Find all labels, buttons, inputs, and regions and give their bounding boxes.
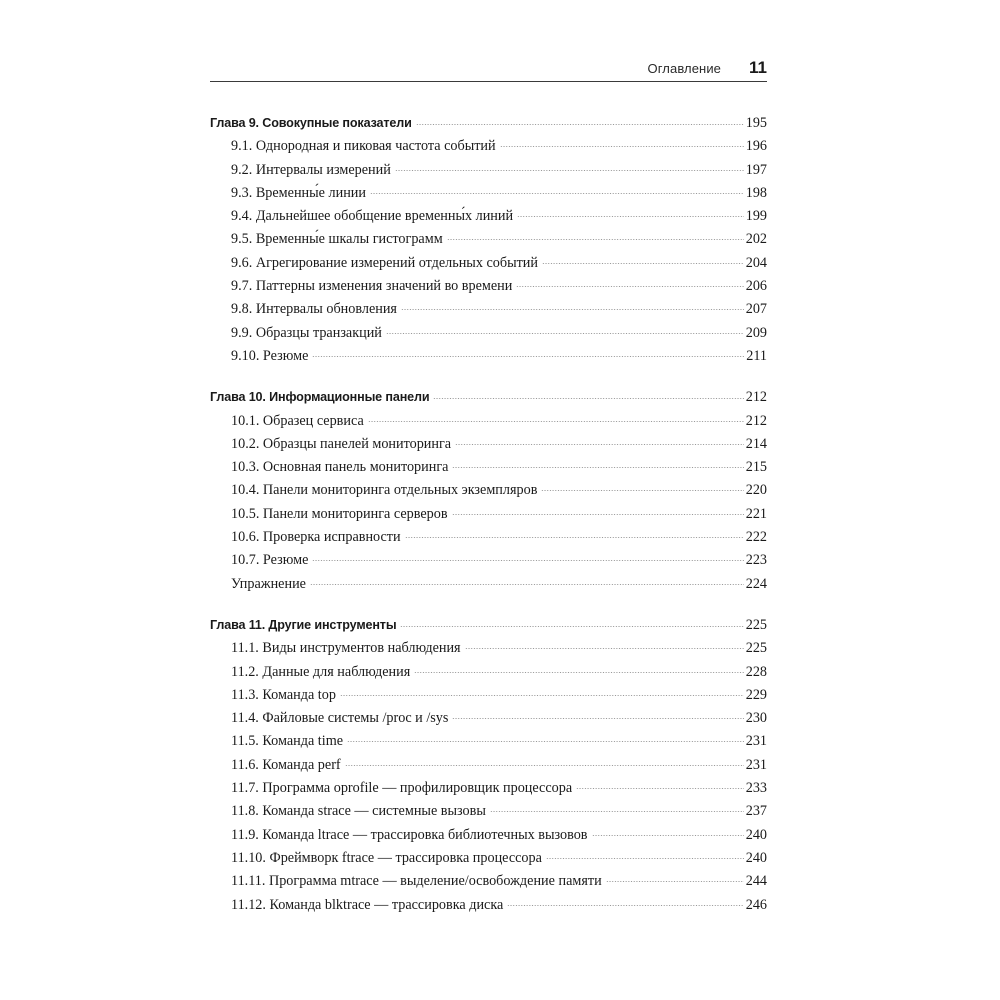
dot-leader [310,584,744,585]
toc-entry-title: 10.4. Панели мониторинга отдельных экземпляров [231,482,538,499]
toc-entry-page: 231 [745,756,767,773]
toc-entry [210,549,767,572]
dot-leader [576,788,744,789]
dot-leader [401,309,744,310]
dot-leader [405,537,744,538]
toc-entry-page: 207 [745,301,767,318]
toc-entry-page: 224 [745,575,767,592]
toc-entry-title: 10.6. Проверка исправности [231,529,401,546]
toc-entry-page: 225 [745,640,767,657]
dot-leader [452,467,743,468]
toc-entry-title: 11.4. Файловые системы /proc и /sys [231,710,449,727]
toc-entry [210,707,767,730]
toc-chapter [210,386,767,596]
toc-entry-page: 204 [745,254,767,271]
toc-entry [210,205,767,228]
dot-leader [347,741,744,742]
toc-entry [210,298,767,321]
chapter-heading-page: 212 [745,389,767,406]
toc-entry-title: 11.7. Программа oprofile — профилировщик процессора [231,780,573,797]
dot-leader [400,626,743,627]
dot-leader [541,490,743,491]
dot-leader [414,672,743,673]
toc-entry-page: 231 [745,733,767,750]
toc-entry-title: Упражнение [231,575,306,592]
toc-entry-title: 11.6. Команда perf [231,756,341,773]
toc-entry-title: 10.5. Панели мониторинга серверов [231,505,448,522]
toc-entry-title: 10.2. Образцы панелей мониторинга [231,435,452,452]
page-number: 11 [749,58,767,77]
toc-entry-title: 9.1. Однородная и пиковая частота событий [231,138,496,155]
toc-entry-page: 233 [745,780,767,797]
dot-leader [368,421,744,422]
dot-leader [546,858,744,859]
toc-entry-title: 11.5. Команда time [231,733,344,750]
toc-entry-page: 215 [745,459,767,476]
toc-entry-page: 209 [745,324,767,341]
table-of-contents [210,112,767,935]
toc-entry [210,433,767,456]
toc-entry [210,754,767,777]
dot-leader [500,146,744,147]
toc-entry-page: 244 [745,873,767,890]
toc-entry-page: 197 [745,161,767,178]
toc-entry [210,479,767,502]
dot-leader [345,765,744,766]
toc-entry-title: 11.12. Команда blktrace — трассировка диска [231,896,504,913]
dot-leader [542,263,744,264]
book-page [210,0,767,1000]
toc-entry-title: 10.1. Образец сервиса [231,412,364,429]
dot-leader [452,718,743,719]
toc-entry [210,182,767,205]
toc-entry-title: 11.9. Команда ltrace — трассировка библиотечных вызовов [231,826,588,843]
chapter-heading-title: Глава 11. Другие инструменты [210,617,397,632]
toc-entry-title: 10.3. Основная панель мониторинга [231,459,449,476]
dot-leader [340,695,744,696]
toc-entry-title: 9.3. Временны́е линии [231,184,366,201]
header-rule [210,81,767,82]
chapter-heading [210,386,767,409]
dot-leader [386,333,744,334]
toc-entry [210,730,767,753]
toc-entry-page: 223 [745,552,767,569]
dot-leader [312,356,744,357]
toc-entry-page: 229 [745,686,767,703]
toc-entry-page: 240 [745,849,767,866]
toc-entry-title: 9.7. Паттерны изменения значений во времени [231,278,513,295]
toc-entry-page: 220 [745,482,767,499]
toc-entry-title: 11.3. Команда top [231,686,336,703]
dot-leader [452,514,744,515]
toc-entry-page: 228 [745,663,767,680]
toc-entry-title: 9.8. Интервалы обновления [231,301,397,318]
dot-leader [516,286,743,287]
toc-entry-page: 237 [745,803,767,820]
toc-entry [210,456,767,479]
toc-entry [210,159,767,182]
toc-entry-page: 222 [745,529,767,546]
toc-entry-page: 206 [745,278,767,295]
toc-chapter [210,614,767,917]
toc-entry-title: 9.4. Дальнейшее обобщение временны́х линий [231,208,514,225]
toc-entry-title: 9.10. Резюме [231,347,309,364]
dot-leader [416,124,744,125]
toc-entry [210,252,767,275]
toc-entry-title: 11.11. Программа mtrace — выделение/освобождение памяти [231,873,602,890]
toc-entry [210,275,767,298]
toc-entry-page: 202 [745,231,767,248]
toc-entry [210,503,767,526]
dot-leader [447,239,744,240]
chapter-heading [210,614,767,637]
toc-entry-page: 211 [746,347,767,364]
toc-entry [210,684,767,707]
toc-entry [210,322,767,345]
dot-leader [312,560,743,561]
toc-entry-page: 246 [745,896,767,913]
dot-leader [370,193,744,194]
dot-leader [433,398,743,399]
dot-leader [592,835,744,836]
toc-entry-page: 240 [745,826,767,843]
toc-entry [210,894,767,917]
dot-leader [455,444,744,445]
toc-entry [210,637,767,660]
toc-entry [210,870,767,893]
dot-leader [490,811,744,812]
toc-entry-title: 11.2. Данные для наблюдения [231,663,411,680]
toc-entry-title: 9.6. Агрегирование измерений отдельных событий [231,254,538,271]
running-head [210,58,767,82]
toc-entry [210,573,767,596]
toc-entry [210,135,767,158]
toc-entry-title: 11.10. Фреймворк ftrace — трассировка процессора [231,849,542,866]
toc-entry-page: 221 [745,505,767,522]
toc-chapter [210,112,767,368]
toc-entry [210,345,767,368]
toc-entry-page: 198 [745,184,767,201]
chapter-heading [210,112,767,135]
toc-entry [210,800,767,823]
toc-entry [210,847,767,870]
toc-entry-title: 10.7. Резюме [231,552,309,569]
chapter-heading-page: 195 [745,115,767,131]
chapter-heading-title: Глава 9. Совокупные показатели [210,116,412,130]
dot-leader [606,881,744,882]
chapter-heading-title: Глава 10. Информационные панели [210,390,430,405]
dot-leader [517,216,744,217]
toc-entry-title: 9.9. Образцы транзакций [231,324,382,341]
toc-entry-page: 230 [745,710,767,727]
chapter-heading-page: 225 [745,616,767,633]
toc-entry-title: 9.5. Временны́е шкалы гистограмм [231,231,443,248]
toc-entry-title: 11.8. Команда strace — системные вызовы [231,803,486,820]
toc-entry [210,824,767,847]
toc-entry [210,661,767,684]
dot-leader [507,905,743,906]
dot-leader [465,648,744,649]
toc-entry-page: 212 [745,412,767,429]
toc-entry-page: 196 [745,138,767,155]
toc-entry-page: 214 [745,435,767,452]
toc-entry-title: 11.1. Виды инструментов наблюдения [231,640,461,657]
toc-entry [210,228,767,251]
toc-entry-page: 199 [745,208,767,225]
dot-leader [395,170,744,171]
toc-entry [210,526,767,549]
toc-entry-title: 9.2. Интервалы измерений [231,161,391,178]
running-head-title: Оглавление [647,61,722,76]
toc-entry [210,777,767,800]
toc-entry [210,410,767,433]
